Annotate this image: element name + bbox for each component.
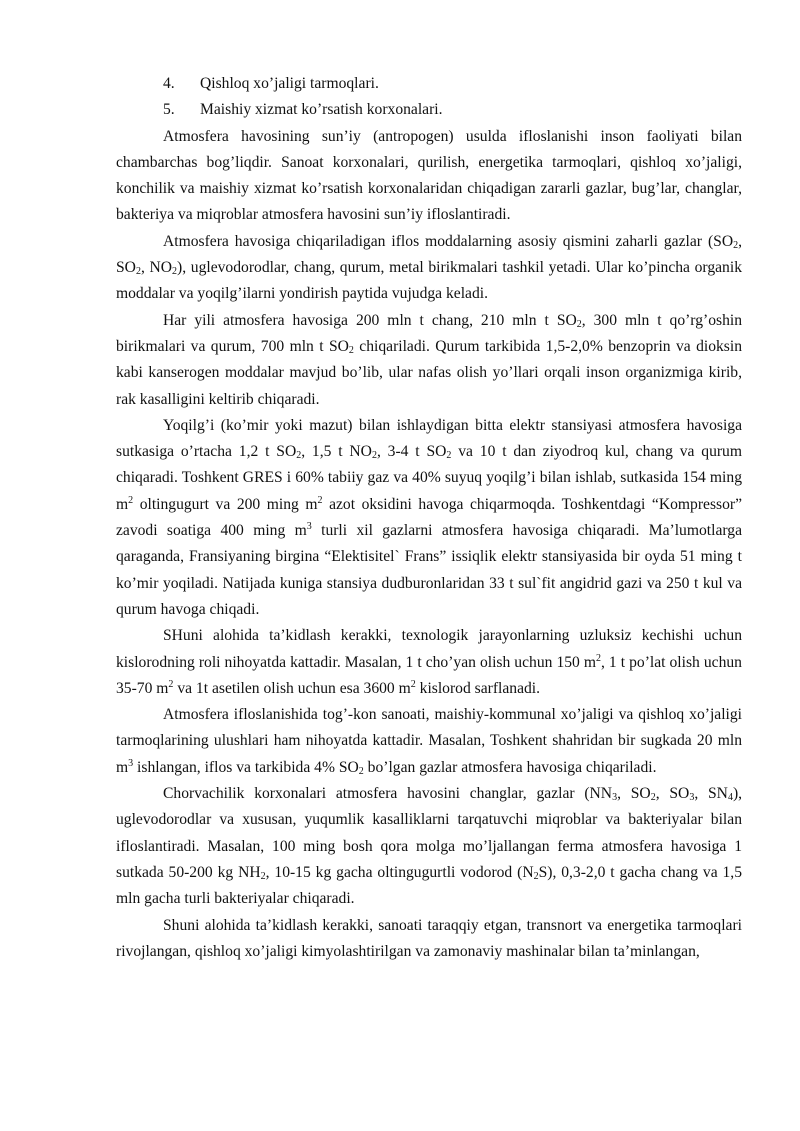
text-run: , 10-15 kg gacha oltingugurtli vodorod (N bbox=[265, 863, 534, 881]
subscript: 2 bbox=[135, 266, 141, 278]
document-body bbox=[116, 71, 742, 965]
superscript: 2 bbox=[168, 678, 174, 690]
subscript: 2 bbox=[650, 792, 656, 804]
text-run: , 3-4 t SO bbox=[376, 443, 447, 461]
superscript: 2 bbox=[128, 494, 134, 506]
text-run: va 1t asetilen olish uchun esa 3600 m bbox=[173, 679, 411, 697]
text-run: , SO bbox=[655, 785, 690, 803]
subscript: 2 bbox=[576, 318, 582, 330]
subscript: 2 bbox=[260, 870, 266, 882]
text-run: , 1 t po’lat olish uchun 35-70 m bbox=[116, 653, 742, 697]
subscript: 2 bbox=[533, 870, 539, 882]
text-run: , NO bbox=[140, 259, 173, 277]
superscript: 3 bbox=[128, 757, 134, 769]
subscript: 2 bbox=[296, 450, 302, 462]
list-item bbox=[116, 71, 742, 97]
text-run: , 300 mln t qo’rg’oshin birikmalari va qurum, 700 mln t SO bbox=[116, 311, 742, 355]
text-run: oltingugurt va 200 ming m bbox=[133, 495, 318, 513]
paragraph bbox=[116, 623, 742, 702]
list-item-text: Maishiy xizmat ko’rsatish korxonalari. bbox=[200, 101, 443, 119]
subscript: 2 bbox=[348, 344, 354, 356]
superscript: 2 bbox=[317, 494, 323, 506]
text-run: Atmosfera ifloslanishida tog’-kon sanoati, maishiy-kommunal xo’jaligi va qishloq xo’jaligi tarmoqlarining ulushlari ham nihoyatda kattadir. Masalan, Toshkent shahridan bir sugkada 20 mln m bbox=[116, 706, 742, 776]
text-run: Chorvachilik korxonalari atmosfera havosini changlar, gazlar (NN bbox=[163, 785, 613, 803]
text-run: , SO bbox=[617, 785, 651, 803]
text-run: , SO bbox=[116, 232, 742, 277]
text-run: azot oksidini havoga chiqarmoqda. Toshkentdagi “Kompressor” zavodi soatiga 400 ming m bbox=[116, 495, 743, 540]
paragraph bbox=[116, 781, 742, 912]
superscript: 3 bbox=[306, 521, 312, 533]
numbered-list bbox=[116, 71, 742, 124]
paragraph bbox=[116, 702, 742, 781]
paragraph bbox=[116, 308, 742, 413]
text-run: Har yili atmosfera havosiga 200 mln t chang, 210 mln t SO bbox=[163, 311, 577, 329]
paragraphs bbox=[116, 124, 742, 966]
paragraph bbox=[116, 229, 742, 308]
text-run: S), 0,3-2,0 t gacha chang va 1,5 mln gacha turli bakteriyalar chiqaradi. bbox=[116, 863, 742, 908]
list-item-text: Qishloq xo’jaligi tarmoqlari. bbox=[200, 75, 379, 92]
subscript: 2 bbox=[358, 765, 364, 777]
text-run: ), uglevodorodlar va xususan, yuqumlik kasalliklarni tarqatuvchi miqroblar va bakteriyalar bilan ifloslantiradi. Masalan, 100 ming bosh qora molga mo’ljallangan ferma atmosfera havosiga 1 sutkada 50-200 kg NH bbox=[116, 785, 743, 881]
subscript: 3 bbox=[689, 792, 695, 804]
subscript: 2 bbox=[733, 239, 739, 251]
list-item bbox=[116, 97, 742, 123]
subscript: 2 bbox=[172, 266, 178, 278]
text-run: ishlangan, iflos va tarkibida 4% SO bbox=[133, 758, 359, 776]
text-run: chiqariladi. Qurum tarkibida 1,5-2,0% benzoprin va dioksin kabi kanserogen moddalar mavjud bo’lib, ular nafas olish yo’llari orqali inson organizmiga kirib, rak kasalligini keltirib chiqaradi. bbox=[116, 337, 743, 408]
paragraph bbox=[116, 124, 742, 229]
list-number: 4. bbox=[163, 75, 175, 92]
list-number: 5. bbox=[163, 101, 175, 119]
text-run: , 1,5 t NO bbox=[301, 443, 372, 461]
text-run: ), uglevodorodlar, chang, qurum, metal birikmalari tashkil yetadi. Ular ko’pincha organik moddalar va yoqilg’ilarni yondirish paytida vujudga keladi. bbox=[116, 259, 742, 303]
superscript: 2 bbox=[410, 678, 416, 690]
subscript: 2 bbox=[371, 450, 377, 462]
subscript: 3 bbox=[612, 792, 618, 804]
text-run: va 10 t dan ziyodroq kul, chang va qurum chiqaradi. Toshkent GRES i 60% tabiiy gaz va 40% suyuq yoqilg’i bilan ishlab, sutkasida 154 ming m bbox=[116, 443, 742, 513]
text-run: Atmosfera havosiga chiqariladigan iflos moddalarning asosiy qismini zaharli gazlar (SO bbox=[163, 232, 734, 250]
paragraph bbox=[116, 913, 742, 966]
text-run: SHuni alohida ta’kidlash kerakki, texnologik jarayonlarning uzluksiz kechishi uchun kislorodning roli nihoyatda kattadir. Masalan, 1 t cho’yan olish uchun 150 m bbox=[116, 627, 742, 671]
text-run: kislorod sarflanadi. bbox=[415, 679, 541, 697]
text-run: bo’lgan gazlar atmosfera havosiga chiqariladi. bbox=[363, 758, 657, 776]
text-run: , SN bbox=[694, 785, 728, 803]
superscript: 2 bbox=[596, 652, 601, 664]
text-run: Atmosfera havosining sun’iy (antropogen) usulda ifloslanishi inson faoliyati bilan chambarchas bog’liqdir. Sanoat korxonalari, qurilish, energetika tarmoqlari, qishloq xo’jaligi, konchilik va maishiy xizmat ko’rsatish korxonalaridan chiqadigan zararli gazlar, bug’lar, changlar, bakteriya va miqroblar atmosfera havosini sun’iy ifloslantiradi. bbox=[116, 127, 742, 224]
subscript: 2 bbox=[446, 450, 452, 462]
paragraph bbox=[116, 413, 742, 623]
subscript: 4 bbox=[727, 792, 733, 804]
text-run: Shuni alohida ta’kidlash kerakki, sanoati taraqqiy etgan, transnort va energetika tarmoqlari rivojlangan, qishloq xo’jaligi kimyolashtirilgan va zamonaviy mashinalar bilan ta’minlangan, bbox=[116, 916, 742, 960]
text-run: turli xil gazlarni atmosfera havosiga chiqaradi. Ma’lumotlarga qaraganda, Fransiyaning birgina “Elektisitel` Frans” issiqlik elektr stansiyasida bir oyda 51 ming t ko’mir yoqiladi. Natijada kuniga stansiya dudburonlaridan 33 t sul`fit angidrid gazi va 250 t kul va qurum havoga chiqadi. bbox=[116, 522, 742, 618]
text-run: Yoqilg’i (ko’mir yoki mazut) bilan ishlaydigan bitta elektr stansiyasi atmosfera havosiga sutkasiga o’rtacha 1,2 t SO bbox=[116, 416, 742, 461]
